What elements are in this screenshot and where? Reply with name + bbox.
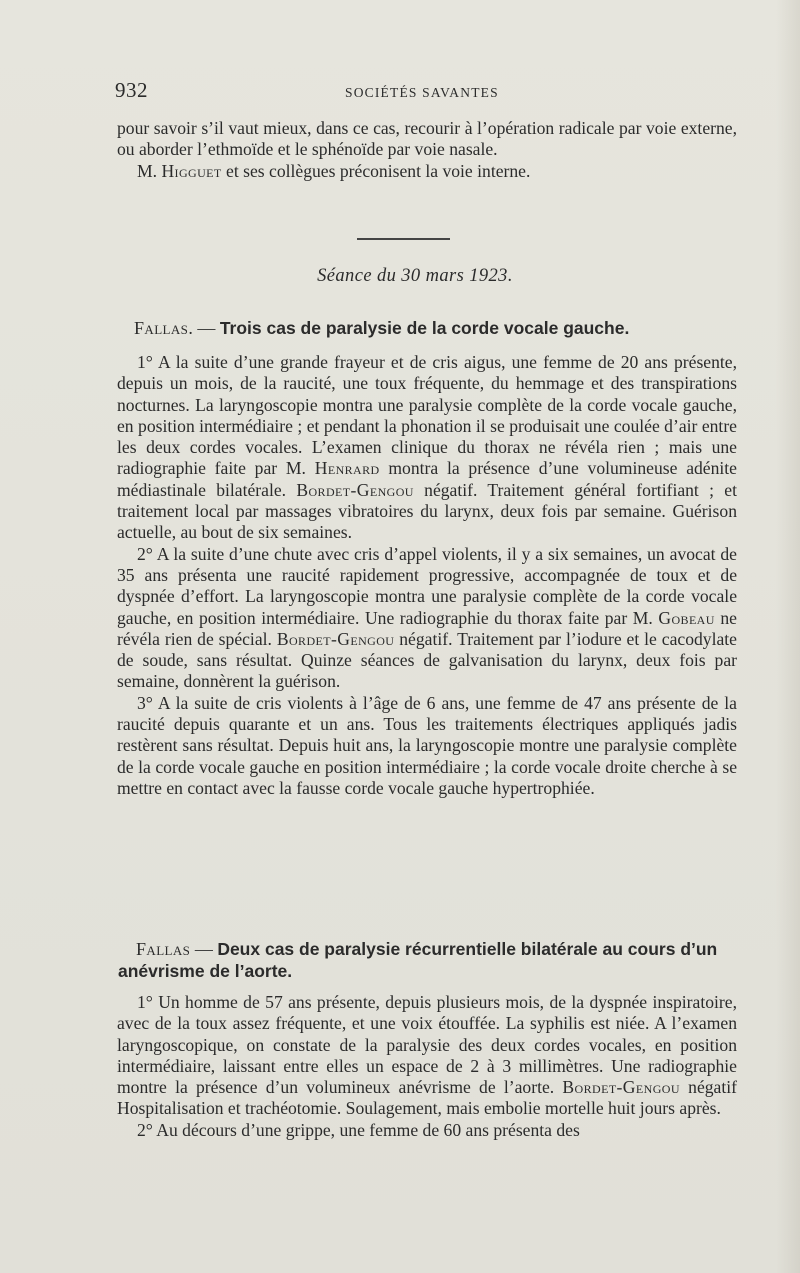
test-name: Bordet-Gengou bbox=[296, 479, 414, 500]
section2-case-1 bbox=[117, 992, 737, 1120]
case-text: 2° A la suite d’une chute avec cris d’appel violents, il y a six semaines, un avocat de 35 ans présenta une raucité rapidement progressive, accompagnée de toux et de dyspnée d’effort. La laryngoscopie montra une paralysie complète de la corde vocale gauche, en position intermédiaire. Une radiographie du thorax faite par M. bbox=[117, 543, 737, 628]
session-heading: Séance du 30 mars 1923. bbox=[317, 266, 513, 286]
section1-case-3: 3° A la suite de cris violents à l’âge de 6 ans, une femme de 47 ans présente de la raucité depuis quarante et un ans. Tous les traitements électriques appliqués jadis restèrent sans résultat. Depuis huit ans, la laryngoscopie montre une paralysie complète de la corde vocale gauche en position intermédiaire ; la corde vocale droite cherche à se mettre en contact avec la fausse corde vocale gauche hypertrophiée. bbox=[117, 692, 737, 798]
case-text: négatif Hospitalisation et trachéotomie. Soulagement, mais embolie mortelle huit jours après. bbox=[117, 1077, 737, 1119]
test-name: Bordet-Gengou bbox=[562, 1077, 680, 1098]
intro-block bbox=[117, 118, 737, 182]
section2-author: Fallas bbox=[136, 939, 191, 959]
section-divider bbox=[357, 238, 450, 240]
section2-title: Deux cas de paralysie récurrentielle bilatérale au cours d’un anévrisme de l’aorte. bbox=[118, 939, 718, 981]
case-text: 1° A la suite d’une grande frayeur et de cris aigus, une femme de 20 ans présente, depuis un mois, de la raucité, une toux fréquente, du hemmage et des transpirations nocturnes. La laryngoscopie montra une paralysie complète de la corde vocale gauche, en position intermédiaire ; et pendant la phonation il se produisait une coulée d’air entre les deux cordes vocales. L’examen clinique du thorax ne révéla rien ; mais une radiographie faite par M. bbox=[117, 352, 737, 479]
page-edge-shadow bbox=[776, 0, 800, 1273]
intro-paragraph: pour savoir s’il vaut mieux, dans ce cas, recourir à l’opération radicale par voie externe, ou aborder l’ethmoïde et le sphénoïde par voie nasale. bbox=[117, 118, 737, 160]
running-head: SOCIÉTÉS SAVANTES bbox=[345, 85, 499, 100]
case-text: ne révéla rien de spécial. bbox=[117, 607, 737, 649]
section2-case-2: 2° Au décours d’une grippe, une femme de 60 ans présenta des bbox=[137, 1119, 580, 1140]
case-text: négatif. Traitement par l’iodure et le cacodylate de soude, sans résultat. Quinze séances de galvanisation du larynx, deux fois par semaine, donnèrent la guérison. bbox=[117, 628, 737, 692]
intro-paragraph-2 bbox=[117, 161, 737, 182]
intro-rest: et ses collègues préconisent la voie interne. bbox=[221, 160, 531, 181]
section1-heading bbox=[134, 317, 744, 339]
page-number: 932 bbox=[115, 78, 148, 102]
section1-case-1 bbox=[117, 352, 737, 544]
section2-body bbox=[117, 992, 737, 1141]
section1-case-2 bbox=[117, 544, 737, 693]
author-name: Henrard bbox=[314, 458, 380, 479]
section1-body bbox=[117, 352, 737, 799]
author-name: Gobeau bbox=[658, 607, 715, 628]
case-text: 1° Un homme de 57 ans présente, depuis plusieurs mois, de la dyspnée inspiratoire, avec de la toux assez fréquente, et une voix étouffée. La syphilis est niée. A l’examen laryngoscopique, on constate de la paralysie des deux cordes vocales, en position intermédiaire, laissant entre elles un espace de 2 à 3 millimètres. Une radiographie montre la présence d’un volumineux anévrisme de l’aorte. bbox=[117, 992, 737, 1098]
section1-author: Fallas bbox=[134, 318, 189, 338]
test-name: Bordet-Gengou bbox=[276, 628, 395, 649]
section2-heading bbox=[118, 938, 748, 982]
case-text: négatif. Traitement général fortifiant ; et traitement local par massages vibratoires du larynx, deux fois par semaine. Guérison actuelle, au bout de six semaines. bbox=[117, 479, 738, 543]
section2-dash: — bbox=[190, 939, 218, 959]
intro-prefix: M. bbox=[137, 160, 162, 181]
case-text: montra la présence d’une volumineuse adénite médiastinale bilatérale. bbox=[117, 458, 737, 500]
section1-dash: . — bbox=[188, 318, 220, 338]
author-name: Higguet bbox=[161, 160, 222, 181]
section1-title: Trois cas de paralysie de la corde vocale gauche. bbox=[219, 318, 630, 338]
page-header bbox=[115, 78, 740, 104]
